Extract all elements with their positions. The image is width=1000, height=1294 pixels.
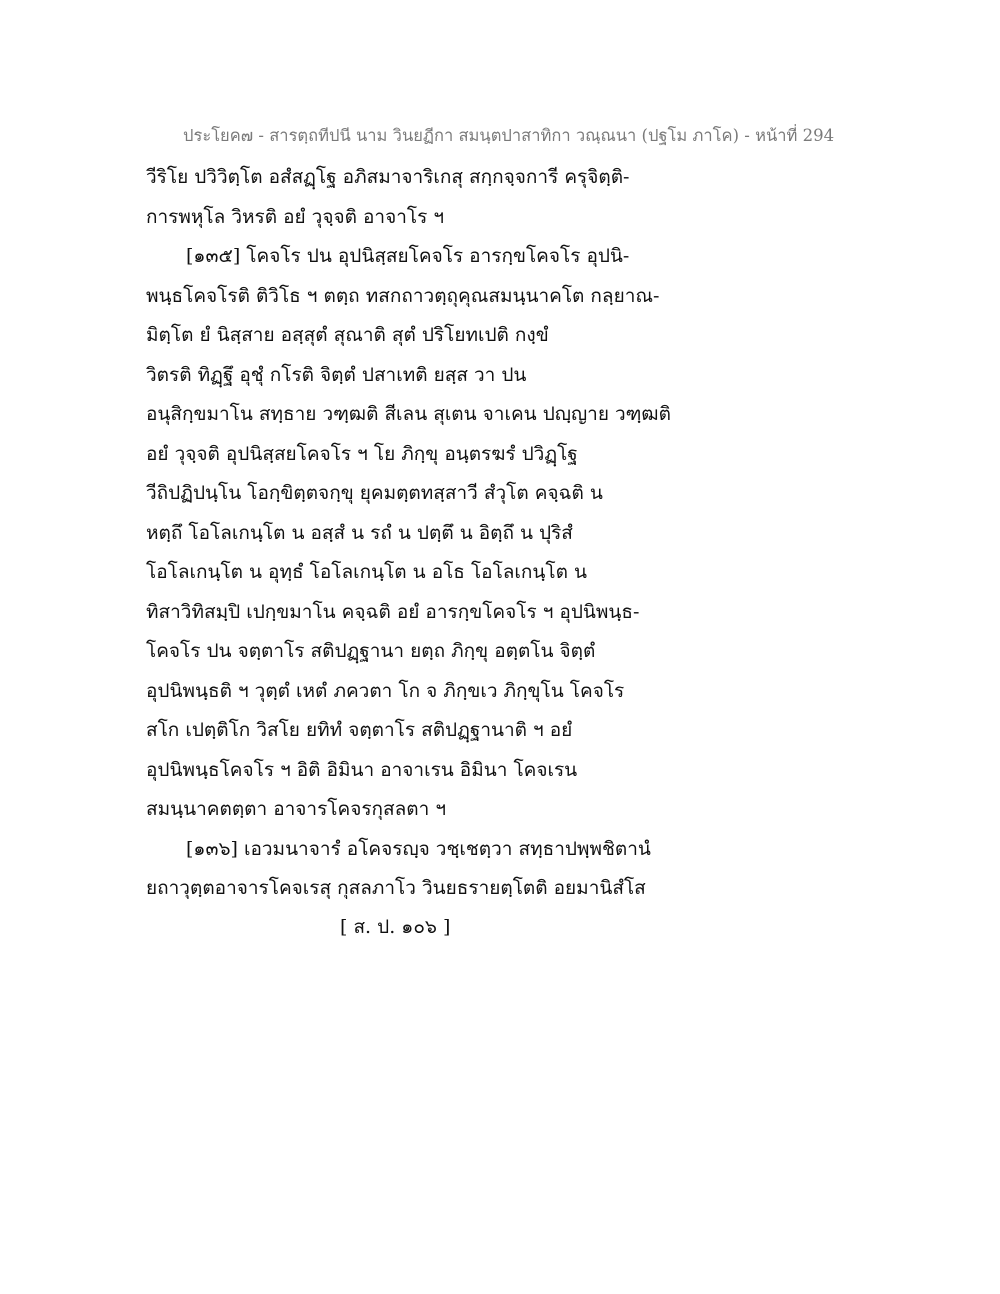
text-line: ทิสาวิทิสมฺปิ เปกฺขมาโน คจฺฉติ อยํ อารกฺขโคจโร ฯ อุปนิพนฺธ- <box>146 600 640 623</box>
page-reference: [ ส. ป. ๑๐๖ ] <box>340 916 451 938</box>
text-line: อุปนิพนฺธโคจโร ฯ อิติ อิมินา อาจาเรน อิมินา โคจเรน <box>146 758 578 781</box>
text-line: การพหุโล วิหรติ อยํ วุจฺจติ อาจาโร ฯ <box>146 205 444 228</box>
text-line: อนุสิกฺขมาโน สทฺธาย วฑฺฒติ สีเลน สุเตน จาเคน ปญฺญาย วฑฺฒติ <box>146 403 671 425</box>
paragraph-135-start: [๑๓๕] โคจโร ปน อุปนิสฺสยโคจโร อารกฺขโคจโร อุปนิ- <box>186 245 630 267</box>
text-line: สมนฺนาคตตฺตา อาจารโคจรกุสลตา ฯ <box>146 798 447 820</box>
text-line: ยถาวุตฺตอาจารโคจเรสุ กุสลภาโว วินยธรายตฺโตติ อยมานิสํโส <box>146 877 646 899</box>
text-line: สโก เปตฺติโก วิสโย ยทิทํ จตฺตาโร สติปฏฺฐานาติ ฯ อยํ <box>146 719 573 741</box>
paragraph-136-start: [๑๓๖] เอวมนาจารํ อโคจรญฺจ วชฺเชตฺวา สทฺธาปพฺพชิตานํ <box>186 837 651 860</box>
text-line: พนฺธโคจโรติ ติวิโธ ฯ ตตฺถ ทสกถาวตฺถุคุณสมนฺนาคโต กลฺยาณ- <box>146 284 660 307</box>
text-line: มิตฺโต ยํ นิสฺสาย อสฺสุตํ สุณาติ สุตํ ปริโยทเปติ กงฺขํ <box>146 324 549 346</box>
text-line: วีถิปฏิปนฺโน โอกฺขิตฺตจกฺขุ ยุคมตฺตทสฺสาวี สํวุโต คจฺฉติ น <box>146 482 603 504</box>
text-line: โคจโร ปน จตฺตาโร สติปฏฺฐานา ยตฺถ ภิกฺขุ อตฺตโน จิตฺตํ <box>146 640 596 662</box>
running-header: ประโยค๗ - สารตฺถทีปนี นาม วินยฏีกา สมนฺตปาสาทิกา วณฺณนา (ปฐโม ภาโค) - หน้าที่ 294 <box>183 126 835 145</box>
body-text <box>146 158 746 909</box>
text-line: วิตรติ ทิฏฺฐึ อุชุํ กโรติ จิตฺตํ ปสาเทติ ยสฺส วา ปน <box>146 363 527 386</box>
text-line: อุปนิพนฺธติ ฯ วุตฺตํ เหตํ ภควตา โก จ ภิกฺขเว ภิกฺขุโน โคจโร <box>146 679 625 702</box>
text-line: หตฺถึ โอโลเกนฺโต น อสฺสํ น รถํ น ปตฺตึ น อิตฺถึ น ปุริสํ <box>146 521 573 544</box>
text-line: อยํ วุจฺจติ อุปนิสฺสยโคจโร ฯ โย ภิกฺขุ อนฺตรฆรํ ปวิฏฺโฐ <box>146 442 578 465</box>
text-line: วีริโย ปวิวิตฺโต อสํสฏฺโฐ อภิสมาจาริเกสุ สกฺกจฺจการี ครุจิตฺติ- <box>146 166 630 188</box>
text-line: โอโลเกนฺโต น อุทฺธํ โอโลเกนฺโต น อโธ โอโลเกนฺโต น <box>146 561 587 583</box>
